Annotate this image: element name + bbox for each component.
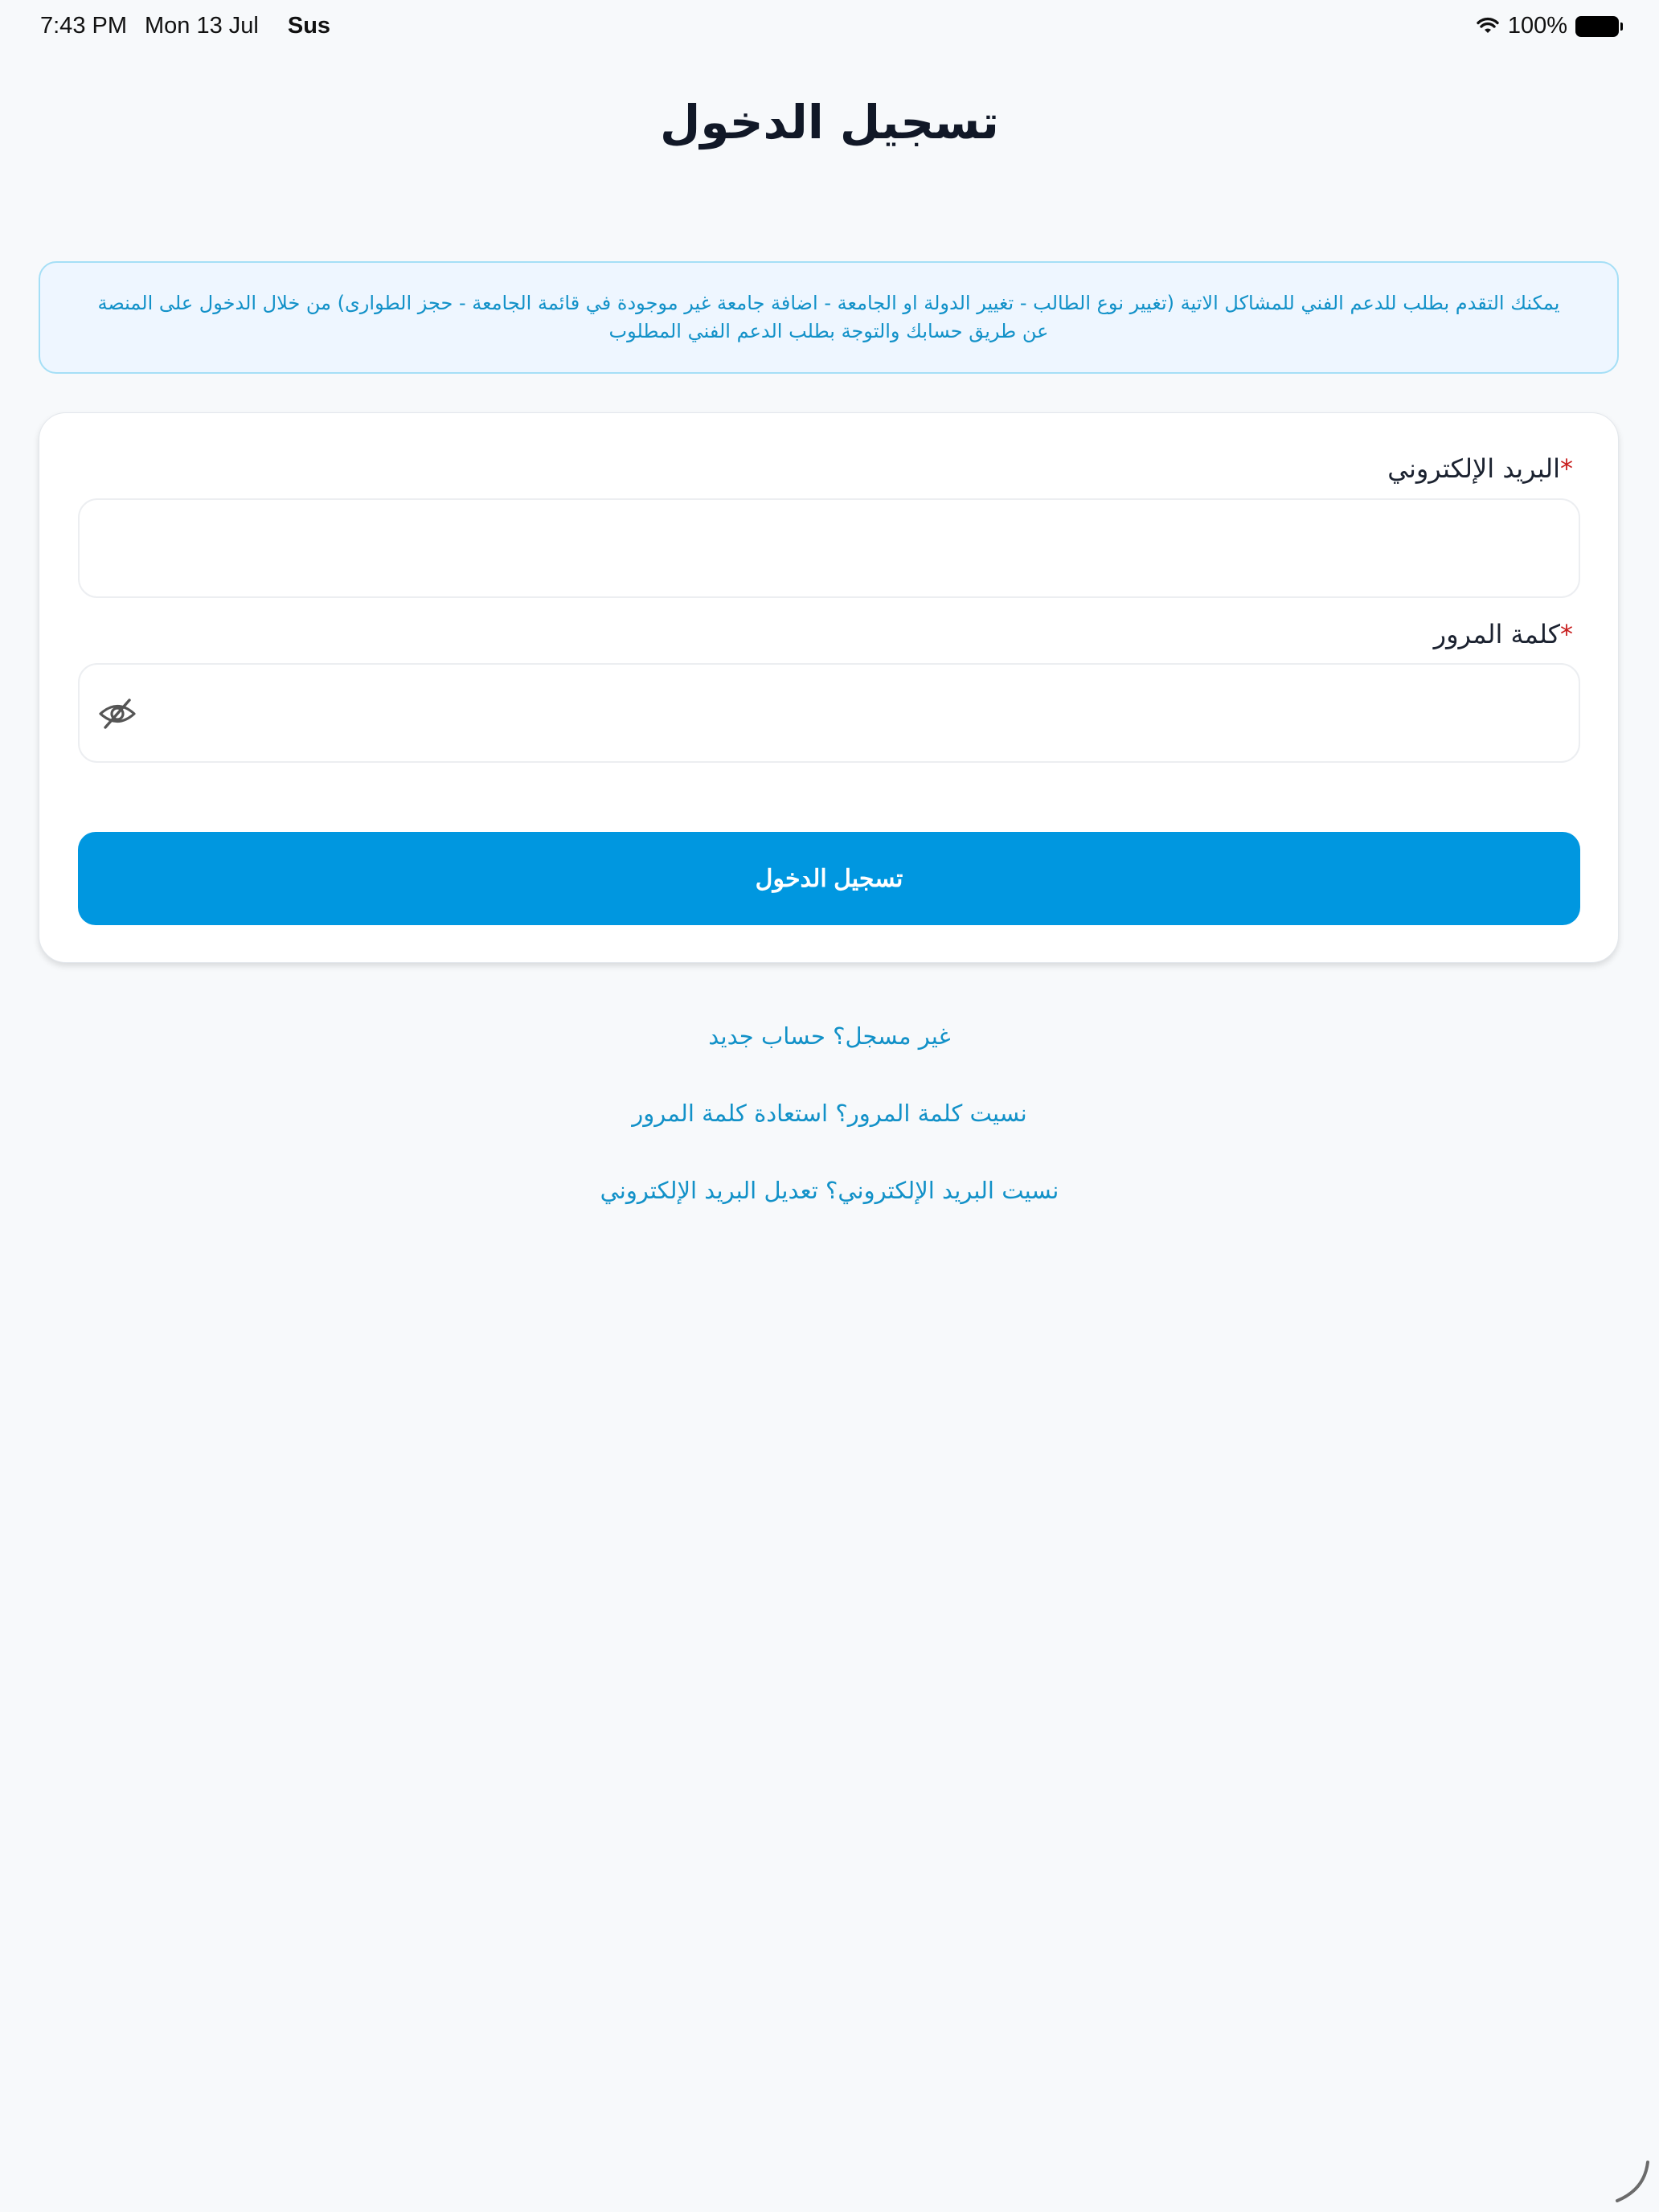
status-app-name: Sus: [287, 13, 331, 39]
forgot-password-link[interactable]: نسيت كلمة المرور؟ استعادة كلمة المرور: [632, 1100, 1027, 1127]
password-field[interactable]: [78, 663, 1580, 763]
login-button[interactable]: تسجيل الدخول: [78, 832, 1580, 925]
status-date: Mon 13 Jul: [145, 13, 259, 39]
email-label: [1387, 453, 1578, 484]
email-required-mark: *: [1560, 453, 1573, 484]
page-title: تسجيل الدخول: [660, 95, 999, 150]
email-label-text: البريد الإلكتروني: [1387, 453, 1560, 484]
register-link[interactable]: غير مسجل؟ حساب جديد: [708, 1022, 951, 1050]
password-label-text: كلمة المرور: [1433, 619, 1560, 649]
resize-handle-icon[interactable]: [1604, 2157, 1653, 2206]
password-label: [1434, 619, 1578, 649]
email-field[interactable]: [78, 498, 1580, 598]
support-notice: [39, 261, 1619, 374]
login-card: [39, 412, 1619, 963]
password-required-mark: *: [1560, 619, 1573, 649]
support-notice-text: يمكنك التقدم بطلب للدعم الفني للمشاكل الاتية (تغيير نوع الطالب - تغيير الدولة او الجامعة - اضافة جامعة غير موجودة في قائمة الجامعة - حجز الطوارى) من خلال الدخول على المنصة عن طريق حسابك والتوجة بطلب الدعم الفني المطلوب: [97, 292, 1560, 342]
forgot-email-link[interactable]: نسيت البريد الإلكتروني؟ تعديل البريد الإلكتروني: [600, 1177, 1059, 1204]
status-bar-left: [40, 13, 330, 39]
wifi-icon: [1476, 17, 1500, 36]
battery-icon: [1575, 16, 1619, 37]
status-time: 7:43 PM: [40, 13, 127, 39]
status-bar-right: [1476, 13, 1619, 39]
battery-percent: 100%: [1507, 13, 1567, 39]
status-bar: [0, 0, 1659, 51]
eye-off-icon[interactable]: [97, 695, 137, 732]
